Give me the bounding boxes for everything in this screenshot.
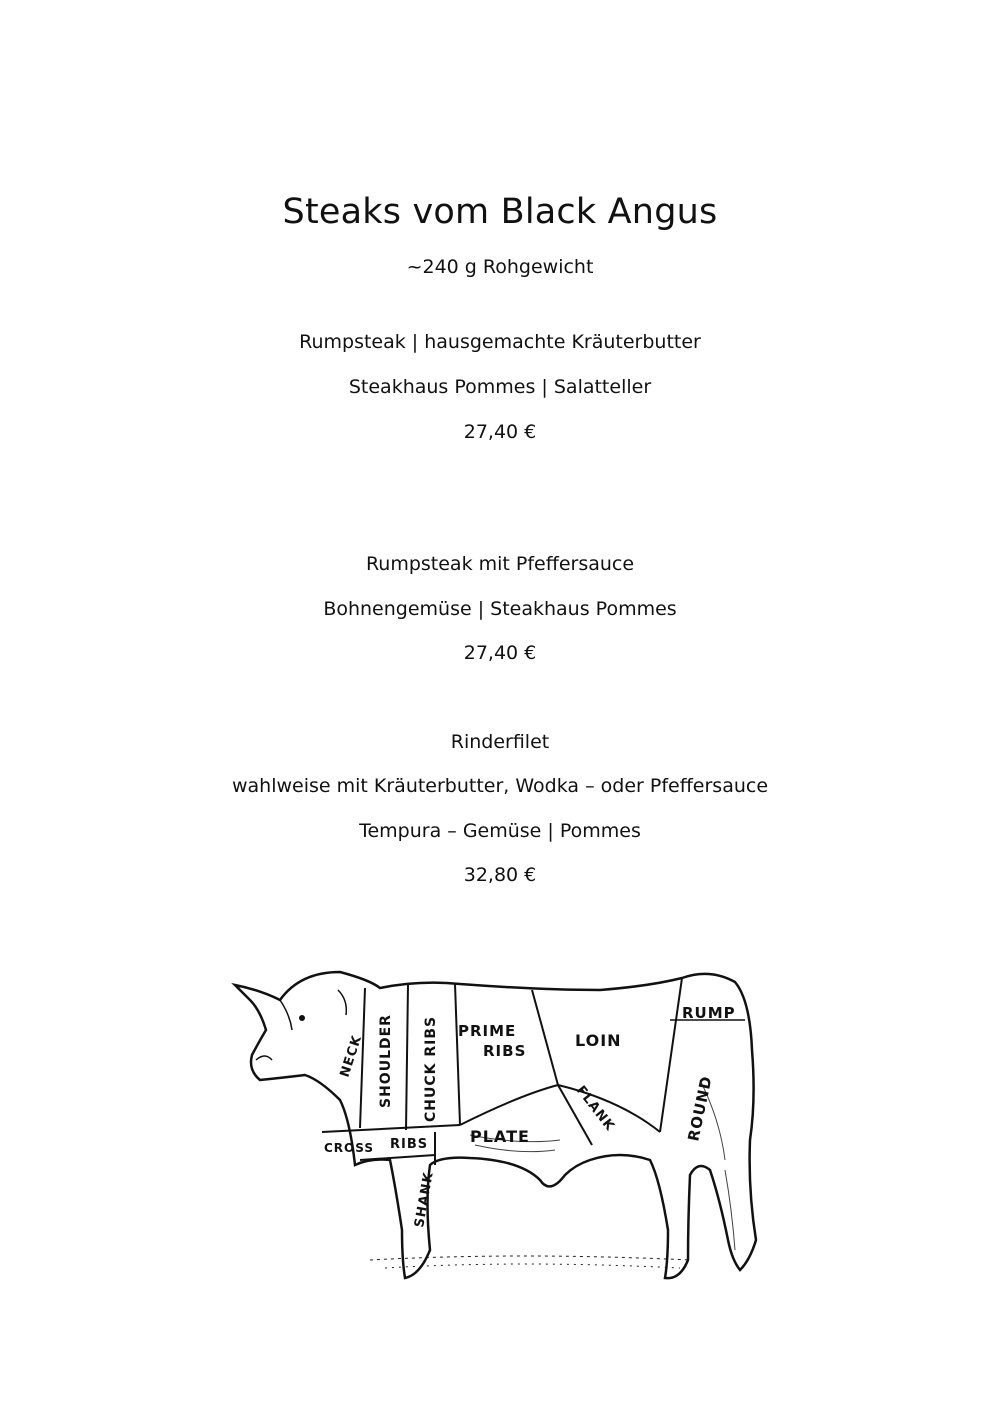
beef-cuts-diagram-icon	[220, 960, 780, 1290]
dish-1-price: 27,40 €	[463, 421, 537, 443]
cut-label-rump: RUMP	[682, 1004, 736, 1022]
cut-label-cross: CROSS	[324, 1141, 374, 1155]
page-title: Steaks vom Black Angus	[282, 192, 718, 232]
dish-2-description: Rumpsteak mit Pfeffersauce	[365, 553, 635, 575]
cut-label-plate: PLATE	[470, 1127, 530, 1146]
cut-label-ribs: RIBS	[483, 1042, 527, 1060]
cut-label-shoulder: SHOULDER	[378, 1014, 394, 1108]
dish-3-sides: Tempura – Gemüse | Pommes	[359, 820, 641, 842]
cut-label-flank: FLANK	[572, 1083, 618, 1135]
cut-label-loin: LOIN	[575, 1031, 622, 1050]
dish-1-sides: Steakhaus Pommes | Salatteller	[348, 376, 652, 398]
cut-label-cross-ribs: RIBS	[390, 1137, 429, 1152]
cut-label-shank: SHANK	[412, 1170, 437, 1229]
dish-3-sauce-options: wahlweise mit Kräuterbutter, Wodka – oder Pfeffersauce	[231, 775, 769, 797]
dish-3-price: 32,80 €	[463, 864, 537, 886]
cut-label-neck: NECK	[337, 1033, 366, 1080]
dish-2-price: 27,40 €	[463, 642, 537, 664]
cut-label-chuck-ribs: CHUCK RIBS	[423, 1015, 439, 1122]
cut-label-round: ROUND	[684, 1074, 716, 1143]
weight-note: ~240 g Rohgewicht	[406, 256, 594, 278]
dish-3-name: Rinderfilet	[450, 731, 550, 753]
dish-2-sides: Bohnengemüse | Steakhaus Pommes	[323, 598, 677, 620]
dish-1-description: Rumpsteak | hausgemachte Kräuterbutter	[299, 331, 701, 353]
cut-label-prime: PRIME	[458, 1022, 517, 1040]
